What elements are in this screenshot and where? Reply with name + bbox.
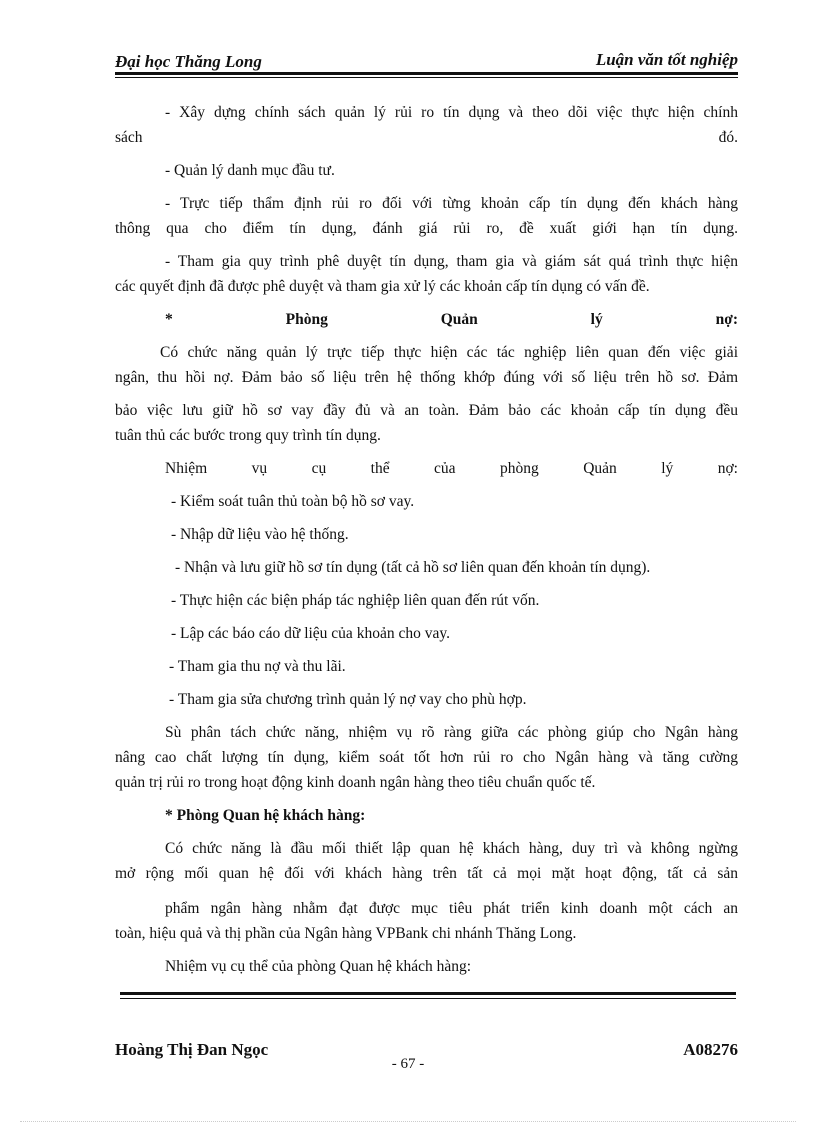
para-5-line-2: ngân, thu hồi nợ. Đảm bảo số liệu trên hệ thống khớp đúng với số liệu trên hồ sơ. Đảm	[115, 369, 738, 386]
para-8-line-1: Có chức năng là đầu mối thiết lập quan hệ khách hàng, duy trì và không ngừng	[165, 840, 738, 857]
bullet-4: - Thực hiện các biện pháp tác nghiệp liên quan đến rút vốn.	[171, 592, 540, 609]
para-8-line-3: phẩm ngân hàng nhằm đạt được mục tiêu phát triển kinh doanh một cách an	[165, 900, 738, 917]
para-7-line-2: nâng cao chất lượng tín dụng, kiểm soát tốt hơn rủi ro cho Ngân hàng và tăng cường	[115, 749, 738, 766]
para-9: Nhiệm vụ cụ thể của phòng Quan hệ khách hàng:	[165, 958, 472, 975]
para-5-line-1: Có chức năng quản lý trực tiếp thực hiện các tác nghiệp liên quan đến việc giải	[160, 344, 738, 361]
bullet-7: - Tham gia sửa chương trình quản lý nợ vay cho phù hợp.	[169, 691, 527, 708]
para-6: Nhiệm vụ cụ thể của phòng Quản lý nợ:	[165, 460, 738, 477]
header-rule-thick	[115, 72, 738, 75]
para-8-line-4: toàn, hiệu quả và thị phần của Ngân hàng VPBank chi nhánh Thăng Long.	[115, 925, 577, 942]
bullet-1: - Kiểm soát tuân thủ toàn bộ hồ sơ vay.	[171, 493, 415, 510]
para-3-line-1: - Trực tiếp thẩm định rủi ro đối với từng khoản cấp tín dụng đến khách hàng	[165, 195, 738, 212]
page-number: - 67 -	[391, 1056, 425, 1072]
footer-author: Hoàng Thị Đan Ngọc	[115, 1040, 269, 1059]
bullet-3: - Nhận và lưu giữ hồ sơ tín dụng (tất cả hồ sơ liên quan đến khoản tín dụng).	[175, 559, 651, 576]
bullet-6: - Tham gia thu nợ và thu lãi.	[169, 658, 346, 675]
page-edge	[20, 1121, 796, 1122]
para-4-line-2: các quyết định đã được phê duyệt và tham gia xử lý các khoản cấp tín dụng có vấn đề.	[115, 278, 650, 295]
footer-rule-thin	[120, 998, 736, 999]
header-thesis-title: Luận văn tốt nghiệp	[595, 50, 738, 69]
para-1-line-1: - Xây dựng chính sách quản lý rủi ro tín dụng và theo dõi việc thực hiện chính	[165, 104, 738, 121]
bullet-5: - Lập các báo cáo dữ liệu của khoản cho vay.	[171, 625, 450, 642]
para-7-line-1: Sù phân tách chức năng, nhiệm vụ rõ ràng giữa các phòng giúp cho Ngân hàng	[165, 724, 738, 741]
footer-rule-thick	[120, 992, 736, 995]
para-2: - Quản lý danh mục đầu tư.	[165, 162, 335, 179]
para-7-line-3: quản trị rủi ro trong hoạt động kinh doanh ngân hàng theo tiêu chuẩn quốc tế.	[115, 774, 596, 791]
heading-debt-management: * Phòng Quản lý nợ:	[165, 311, 738, 328]
footer-student-id: A08276	[683, 1040, 738, 1059]
header-university: Đại học Thăng Long	[115, 52, 262, 71]
para-8-line-2: mở rộng mối quan hệ đối với khách hàng trên tất cả mọi mặt hoạt động, tất cả sản	[115, 865, 738, 882]
document-body	[115, 100, 738, 979]
para-4-line-1: - Tham gia quy trình phê duyệt tín dụng, tham gia và giám sát quá trình thực hiện	[165, 253, 738, 270]
header-rule-thin	[115, 77, 738, 78]
heading-customer-relations: * Phòng Quan hệ khách hàng:	[165, 807, 366, 824]
para-3-line-2: thông qua cho điểm tín dụng, đánh giá rủi ro, đề xuất giới hạn tín dụng.	[115, 220, 738, 237]
para-5-line-4: tuân thủ các bước trong quy trình tín dụng.	[115, 427, 381, 444]
para-1-line-2: sách đó.	[115, 129, 738, 146]
para-5-line-3: bảo việc lưu giữ hồ sơ vay đầy đủ và an toàn. Đảm bảo các khoản cấp tín dụng đều	[115, 402, 738, 419]
bullet-2: - Nhập dữ liệu vào hệ thống.	[171, 526, 349, 543]
